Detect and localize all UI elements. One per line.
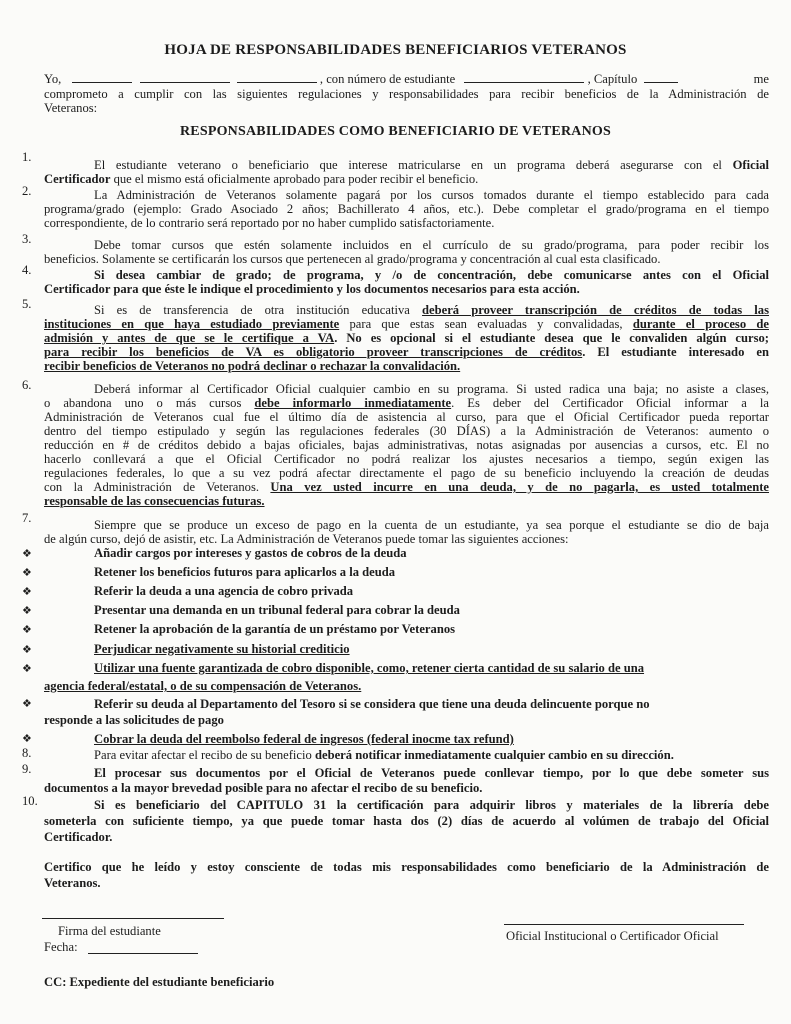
action-5: Retener la aprobación de la garantía de un préstamo por Veteranos	[94, 622, 456, 636]
item-number-8: 8.	[22, 746, 32, 760]
bullet-icon: ❖	[22, 733, 32, 745]
item-6-line-8: con la Administración de Veteranos. Una vez usted incurre en una deuda, y de no pagarla, es usted totalmente	[44, 480, 769, 494]
action-2: Retener los beneficios futuros para aplicarlos a la deuda	[94, 565, 396, 579]
item-6-line-1: Deberá informar al Certificador Oficial cualquier cambio en su programa. Si usted radica una baja; no asiste a clases,	[94, 382, 769, 396]
bullet-icon: ❖	[22, 567, 32, 579]
name-blank-1[interactable]	[72, 72, 132, 83]
student-signature-label: Firma del estudiante	[58, 924, 161, 938]
item-3-line-2: beneficios. Solamente se certificarán los cursos que pertenecen al grado/programa y concentración al cual esta clasificado.	[44, 252, 661, 266]
item-number-6: 6.	[22, 378, 32, 392]
item-6-line-4: dentro del tiempo estipulado y según las regulaciones federales (30 DÍAS) a la Administración de Veteranos: aumento o	[44, 424, 769, 438]
item-9-line-1: El procesar sus documentos por el Oficial de Veteranos puede conllevar tiempo, por lo que debe someter sus	[94, 766, 769, 780]
item-6-line-7: regulaciones federales, lo que a su vez podrá afectar directamente el pago de su beneficio incluyendo la creación de deudas	[44, 466, 769, 480]
item-10-line-1: Si es beneficiario del CAPITULO 31 la certificación para adquirir libros y materiales de la librería debe	[94, 798, 769, 812]
item-3-line-1: Debe tomar cursos que estén solamente incluidos en el currículo de su grado/programa, para poder recibir los	[94, 238, 769, 252]
item-7-line-1: Siempre que se produce un exceso de pago en la cuenta de un estudiante, ya sea porque el estudiante se dio de baja	[94, 518, 769, 532]
intro-line-3: Veteranos:	[44, 101, 98, 115]
document-title: HOJA DE RESPONSABILIDADES BENEFICIARIOS VETERANOS	[164, 42, 627, 58]
action-7-line-1: Utilizar una fuente garantizada de cobro disponible, como, retener cierta cantidad de su salario de una	[94, 661, 645, 675]
item-2-line-1: La Administración de Veteranos solamente pagará por los cursos tomados durante el tiempo establecido para cada	[94, 188, 769, 202]
action-8-line-2: responde a las solicitudes de pago	[44, 713, 224, 727]
certification-line-1: Certifico que he leído y estoy consciente de todas mis responsabilidades como beneficiario de la Administración de	[44, 860, 769, 874]
item-2-line-2: programa/grado (ejemplo: Grado Asociado 2 años; Bachillerato 4 años, etc.). Debe completar el grado/programa en el tiempo	[44, 202, 769, 216]
item-5-line-2: instituciones en que haya estudiado previamente para que estas sean evaluadas y convalidadas, durante el proceso de	[44, 317, 769, 331]
item-number-10: 10.	[22, 794, 38, 808]
item-5-line-5: recibir beneficios de Veteranos no podrá declinar o rechazar la convalidación.	[44, 359, 461, 373]
action-8-line-1: Referir su deuda al Departamento del Tesoro si se considera que tiene una deuda delincuente porque no	[94, 697, 650, 711]
student-number-blank[interactable]	[464, 72, 584, 83]
item-number-5: 5.	[22, 297, 32, 311]
bullet-icon: ❖	[22, 548, 32, 560]
student-signature-line[interactable]	[42, 918, 224, 920]
action-1: Añadir cargos por intereses y gastos de cobros de la deuda	[94, 546, 407, 560]
action-6: Perjudicar negativamente su historial crediticio	[94, 642, 350, 656]
item-6-line-9: responsable de las consecuencias futuras.	[44, 494, 265, 508]
bullet-icon: ❖	[22, 644, 32, 656]
official-signature-label: Oficial Institucional o Certificador Oficial	[506, 929, 719, 943]
chapter-blank[interactable]	[644, 72, 678, 83]
official-signature-line[interactable]	[504, 924, 744, 926]
name-blank-2[interactable]	[140, 72, 230, 83]
item-4-line-1: Si desea cambiar de grado; de programa, y /o de concentración, debe comunicarse antes con el Oficial	[94, 268, 769, 282]
date-label: Fecha:	[44, 940, 78, 954]
action-3: Referir la deuda a una agencia de cobro privada	[94, 584, 354, 598]
item-5-line-4: para recibir los beneficios de VA es obligatorio proveer transcripciones de créditos. El estudiante interesado en	[44, 345, 769, 359]
item-6-line-2: o abandona uno o más cursos debe informarlo inmediatamente. Es deber del Certificador Oficial informar a la	[44, 396, 769, 410]
item-5-line-3: admisión y antes de que se le certifique a VA. No es opcional si el estudiante desea que le convaliden algún curso;	[44, 331, 769, 345]
bullet-icon: ❖	[22, 624, 32, 636]
item-7-line-2: de algún curso, dejó de asistir, etc. La Administración de Veteranos puede tomar las siguientes acciones:	[44, 532, 569, 546]
item-5-line-1: Si es de transferencia de otra institución educativa deberá proveer transcripción de créditos de todas las	[94, 303, 769, 317]
item-1-line-2: Certificador que el mismo está oficialmente aprobado para poder recibir el beneficio.	[44, 172, 479, 186]
intro-line-2: comprometo a cumplir con las siguientes regulaciones y responsabilidades para recibir beneficios de la Administración de	[44, 87, 769, 101]
item-number-3: 3.	[22, 232, 32, 246]
item-number-4: 4.	[22, 263, 32, 277]
action-4: Presentar una demanda en un tribunal federal para cobrar la deuda	[94, 603, 460, 617]
item-4-line-2: Certificador para que éste le indique el procedimiento y los documentos necesarios para esta acción.	[44, 282, 580, 296]
item-1-line-1: El estudiante veterano o beneficiario que interese matricularse en un programa deberá asegurarse con el Oficial	[94, 158, 769, 172]
cc-note: CC: Expediente del estudiante beneficiario	[44, 975, 275, 989]
item-8-line-1: Para evitar afectar el recibo de su beneficio deberá notificar inmediatamente cualquier cambio en su dirección.	[94, 748, 674, 762]
item-6-line-3: Administración de Veteranos cual fue el último día de asistencia al curso, para que el Oficial Certificador pueda reportar	[44, 410, 769, 424]
bullet-icon: ❖	[22, 605, 32, 617]
item-10-line-3: Certificador.	[44, 830, 113, 844]
action-7-line-2: agencia federal/estatal, o de su compensación de Veteranos.	[44, 679, 362, 693]
item-number-1: 1.	[22, 150, 32, 164]
date-line[interactable]	[88, 953, 198, 955]
item-number-2: 2.	[22, 184, 32, 198]
bullet-icon: ❖	[22, 586, 32, 598]
item-6-line-5: reducción en # de créditos debido a bajas oficiales, bajas administrativas, notas asignadas por ausencias a cursos, etc. El no	[44, 438, 769, 452]
section-subtitle: RESPONSABILIDADES COMO BENEFICIARIO DE VETERANOS	[180, 124, 611, 139]
bullet-icon: ❖	[22, 698, 32, 710]
item-2-line-3: correspondiente, de lo contrario será reportado por no haber cumplido satisfactoriamente.	[44, 216, 495, 230]
item-number-9: 9.	[22, 762, 32, 776]
item-number-7: 7.	[22, 511, 32, 525]
action-9: Cobrar la deuda del reembolso federal de ingresos (federal inocme tax refund)	[94, 732, 514, 746]
name-blank-3[interactable]	[237, 72, 317, 83]
item-10-line-2: someterla con suficiente tiempo, ya que puede tomar hasta dos (2) días de acuerdo al volúmen de trabajo del Oficial	[44, 814, 769, 828]
item-9-line-2: documentos a la mayor brevedad posible para no afectar el recibo de su beneficio.	[44, 781, 483, 795]
bullet-icon: ❖	[22, 663, 32, 675]
intro-line-1: Yo, , con número de estudiante , Capítulo me	[44, 72, 769, 86]
item-6-line-6: hacerlo conllevará a que el Oficial Certificador no podrá realizar los ajustes necesarios a tiempo, según exigen las	[44, 452, 769, 466]
certification-line-2: Veteranos.	[44, 876, 101, 890]
